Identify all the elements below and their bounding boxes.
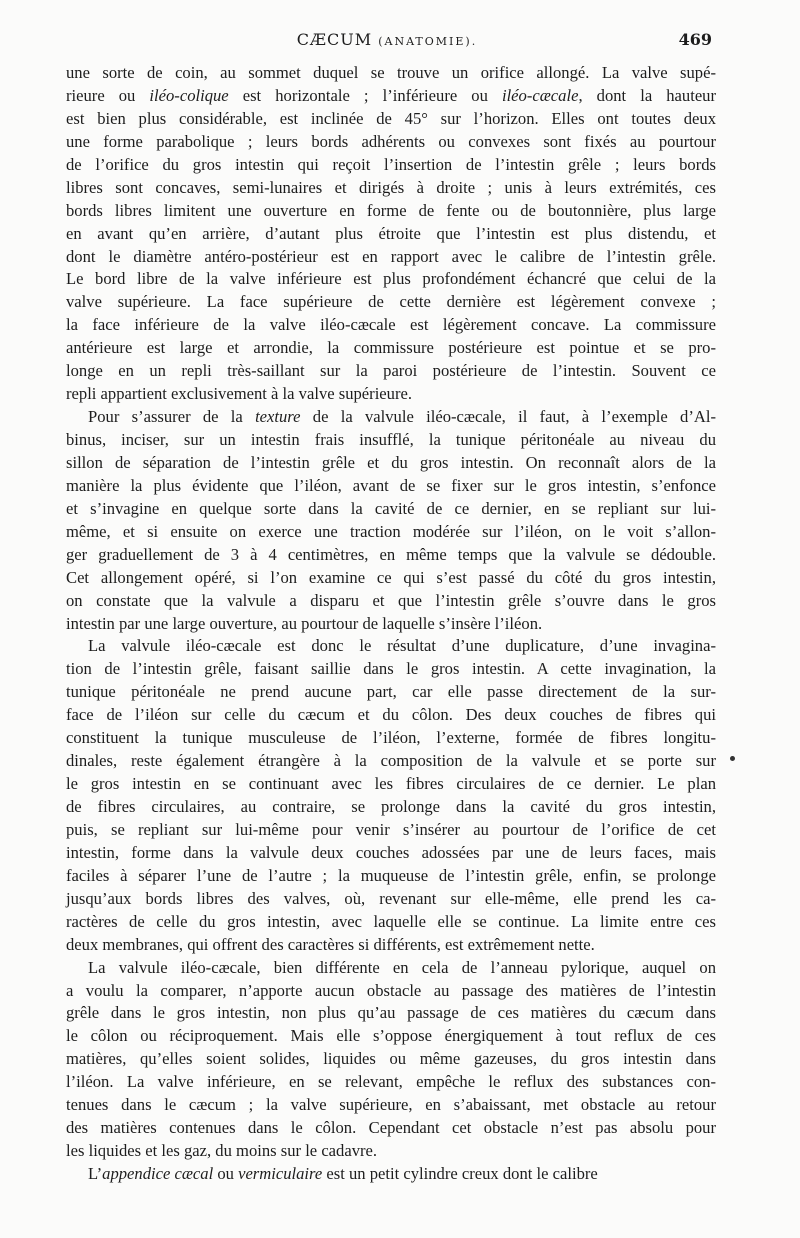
text-line: dont le diamètre antéro-postérieur est en rapport avec le calibre de l’intestin grêle.	[66, 246, 716, 266]
text-line: on constate que la valvule a disparu et que l’intestin grêle s’ouvre dans le gros	[66, 590, 716, 610]
body-text	[66, 62, 716, 1186]
text-line: une sorte de coin, au sommet duquel se trouve un orifice allongé. La valve supé-	[66, 63, 716, 82]
text-line: La valvule iléo-cæcale, bien différente en cela de l’anneau pylorique, auquel on	[88, 957, 716, 977]
text-line: bords libres limitent une ouverture en forme de fente ou de boutonnière, plus large	[66, 200, 716, 220]
text-line: manière la plus évidente que l’iléon, avant de se fixer sur le gros intestin, s’enfonce	[66, 475, 716, 495]
text-line: jusqu’aux bords libres des valves, où, revenant sur elle-même, elle prend les ca-	[66, 888, 716, 908]
text-line: sillon de séparation de l’intestin grêle et du gros intestin. On reconnaît alors de la	[66, 452, 716, 472]
page-header	[62, 30, 712, 56]
text-line: intestin, forme dans la valvule deux couches adossées par une de leurs faces, mais	[66, 842, 716, 862]
text-line: L’appendice cæcal ou vermiculaire est un petit cylindre creux dont le calibre	[88, 1164, 598, 1183]
paragraph	[66, 1163, 716, 1186]
text-line: et s’invagine en quelque sorte dans la cavité de ce dernier, en se repliant sur lui-	[66, 498, 716, 518]
text-line: La valvule iléo-cæcale est donc le résultat d’une duplicature, d’une invagina-	[88, 636, 716, 656]
text-line: Cet allongement opéré, si l’on examine ce qui s’est passé du côté du gros intestin,	[66, 567, 716, 587]
paragraph	[66, 957, 716, 1163]
text-line: valve supérieure. La face supérieure de cette dernière est légèrement convexe ;	[66, 292, 716, 312]
paragraph	[66, 635, 716, 956]
running-head	[62, 30, 712, 49]
text-line: a voulu la comparer, n’apporte aucun obstacle au passage des matières de l’intestin	[66, 980, 716, 1000]
text-line: le côlon ou réciproquement. Mais elle s’oppose énergiquement à tout reflux de ces	[66, 1026, 716, 1046]
text-line: binus, inciser, sur un intestin frais insufflé, la tunique péritonéale au niveau du	[66, 430, 716, 449]
paragraph	[66, 406, 716, 635]
text-line: le gros intestin en se continuant avec les fibres circulaires de ce dernier. Le plan	[66, 774, 716, 794]
text-line: grêle dans le gros intestin, non plus qu’au passage de ces matières du cæcum dans	[66, 1003, 716, 1023]
text-line: l’iléon. La valve inférieure, en se relevant, empêche le reflux des substances con-	[66, 1072, 716, 1092]
text-line: tenues dans le cæcum ; la valve supérieure, en s’abaissant, met obstacle au retour	[66, 1095, 716, 1115]
text-line: la face inférieure de la valve iléo-cæcale est légèrement concave. La commissure	[66, 315, 716, 335]
text-line: longe en un repli très-saillant sur la paroi postérieure de l’intestin. Souvent ce	[66, 361, 716, 381]
text-line: une forme parabolique ; leurs bords adhérents ou convexes sont fixés au pourtour	[66, 131, 716, 151]
text-line: les liquides et les gaz, du moins sur le cadavre.	[66, 1141, 378, 1161]
running-head-title: CÆCUM	[296, 30, 373, 49]
text-line: antérieure est large et arrondie, la commissure postérieure est pointue et se pro-	[66, 338, 716, 358]
running-head-subtitle: (ANATOMIE).	[378, 35, 478, 48]
text-line: tunique péritonéale ne prend aucune part, car elle passe directement de la sur-	[66, 682, 716, 702]
text-line: repli appartient exclusivement à la valve supérieure.	[66, 384, 413, 404]
text-line: face de l’iléon sur celle du cæcum et du côlon. Des deux couches de fibres qui	[66, 705, 716, 725]
text-line: même, et si ensuite on exerce une traction modérée sur l’iléon, on le voit s’allon-	[66, 521, 716, 541]
text-line: en avant qu’en arrière, d’autant plus étroite que l’intestin est plus distendu, et	[66, 223, 716, 243]
text-line: ractères de celle du gros intestin, avec laquelle elle se continue. La limite entre ces	[66, 911, 716, 931]
text-line: constituent la tunique musculeuse de l’iléon, l’externe, formée de fibres longitu-	[66, 728, 716, 748]
text-line: faciles à séparer l’une de l’autre ; la muqueuse de l’intestin grêle, enfin, se prolonge	[66, 865, 716, 885]
text-line: tion de l’intestin grêle, faisant saillie dans le gros intestin. A cette invagination, la	[66, 659, 716, 679]
text-line: puis, se repliant sur lui-même pour venir s’insérer au pourtour de l’orifice de cet	[66, 819, 716, 839]
text-line: est bien plus considérable, est inclinée de 45° sur l’horizon. Elles ont toutes deux	[66, 108, 716, 128]
text-line: libres sont concaves, semi-lunaires et dirigés à droite ; unis à leurs extrémités, ces	[66, 177, 716, 197]
text-line: matières, qu’elles soient solides, liquides ou même gazeuses, du gros intestin dans	[66, 1049, 716, 1069]
text-line: dinales, reste également étrangère à la composition de la valvule et se porte sur	[66, 751, 716, 771]
text-line: intestin par une large ouverture, au pourtour de laquelle s’insère l’iléon.	[66, 613, 543, 633]
text-line: ger graduellement de 3 à 4 centimètres, en même temps que la valvule se dédouble.	[66, 544, 716, 564]
text-line: Le bord libre de la valve inférieure est plus profondément échancré que celui de la	[66, 269, 716, 289]
text-line: rieure ou iléo-colique est horizontale ; l’inférieure ou iléo-cæcale, dont la hauteur	[66, 85, 717, 105]
page-number: 469	[678, 30, 712, 49]
text-line: des matières contenues dans le côlon. Cependant cet obstacle n’est pas absolu pour	[66, 1118, 716, 1138]
text-line: deux membranes, qui offrent des caractères si différents, est extrêmement nette.	[66, 934, 595, 954]
paragraph	[66, 62, 716, 406]
text-line: Pour s’assurer de la texture de la valvule iléo-cæcale, il faut, à l’exemple d’Al-	[88, 407, 716, 427]
text-line: de l’orifice du gros intestin qui reçoit l’insertion de l’intestin grêle ; leurs bords	[66, 154, 716, 174]
text-line: de fibres circulaires, au contraire, se prolonge dans la cavité du gros intestin,	[66, 797, 716, 816]
margin-speck	[730, 756, 735, 761]
